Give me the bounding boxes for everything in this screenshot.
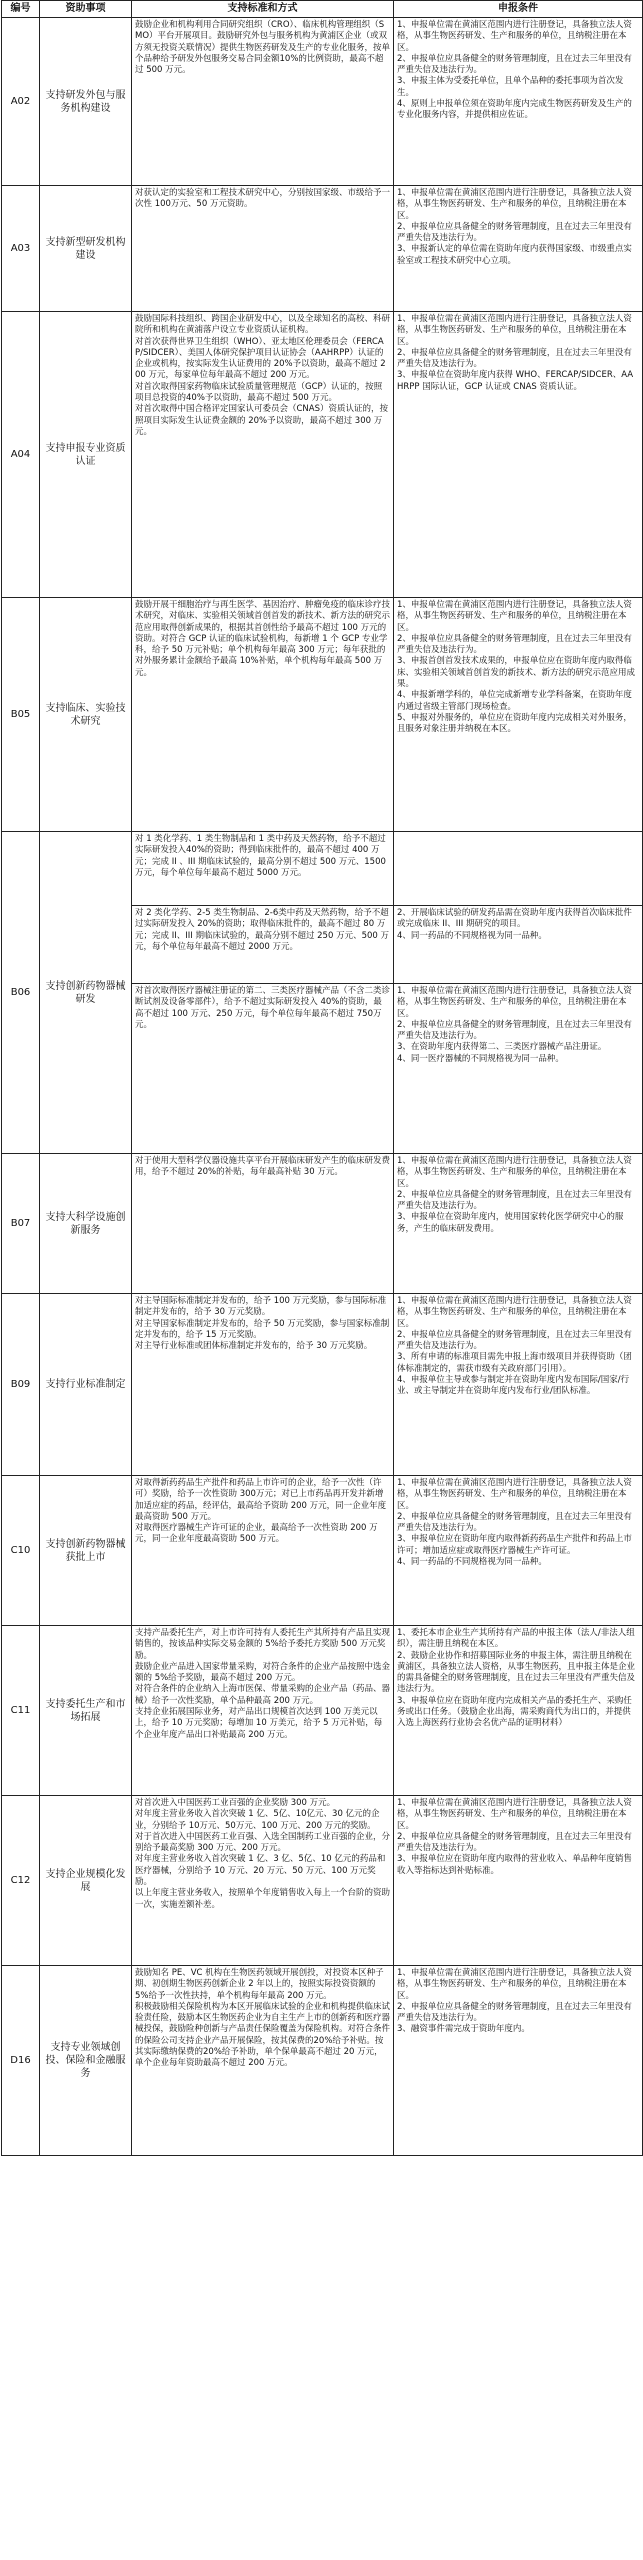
table-row [2, 1796, 643, 1966]
row-standard [132, 1796, 394, 1966]
row-conditions-line: 3、在资助年度内获得第二、三类医疗器械产品注册证。 [397, 1042, 607, 1053]
row-conditions-line: 2、申报单位应具备健全的财务管理制度，且在过去三年里没有严重失信及违法行为。 [397, 347, 632, 370]
row-conditions [394, 18, 643, 186]
row-conditions-line: 3、申报单位应在资助年度内取得的营业收入、单品种年度销售收入等指标达到补贴标准。 [397, 1854, 632, 1876]
row-conditions-line: 1、申报单位需在黄浦区范围内进行注册登记，具备独立法人资格，从事生物医药研发、生产和服务的单位，且纳税注册在本区。 [397, 20, 632, 53]
row-standard-line: 对于使用大型科学仪器设施共享平台开展临床研发产生的临床研发费用，给予不超过 20%的补贴，每年最高补贴 30 万元。 [135, 1156, 391, 1178]
row-standard [132, 598, 394, 832]
row-standard-line: 以上年度主营业务收入，按照单个年度销售收入每上一个台阶的资助一次，实施差额补差。 [135, 1888, 391, 1910]
row-standard-line: 鼓励企业和机构利用合同研究组织（CRO）、临床机构管理组织（SMO）平台开展项目。鼓励研究外包与服务机构为黄浦区企业（或双方须无投资关联情况）提供生物医药研发及生产的专业化服务，按单个品种给予研发外包服务交易合同金额10%的比例资助，最高不超过 500 万元。 [135, 20, 391, 76]
header-standard: 支持标准和方式 [132, 1, 394, 18]
row-item: 支持委托生产和市场拓展 [40, 1626, 132, 1796]
row-code: A02 [2, 18, 40, 186]
row-code: C11 [2, 1626, 40, 1796]
row-conditions-line: 3、融资事件需完成于资助年度内。 [397, 2024, 530, 2035]
row-standard [132, 312, 394, 598]
row-conditions-line: 2、申报单位应具备健全的财务管理制度，且在过去三年里没有严重失信及违法行为。 [397, 1329, 632, 1352]
row-conditions [394, 906, 643, 984]
row-conditions-line: 3、所有申请的标准项目需先申报上海市级项目并获得资助（团体标准制定的，需获市级有关政府部门引用）。 [397, 1352, 632, 1374]
row-conditions [394, 1154, 643, 1294]
table-row [2, 186, 643, 312]
row-standard-line: 对年度主营业务收入首次突破 1 亿、5亿、10亿元、30 亿元的企业，分别给予 10万元、50万元、100 万元、200 万元的奖励。 [135, 1809, 380, 1831]
row-conditions-line: 2、申报单位应具备健全的财务管理制度，且在过去三年里没有严重失信及违法行为。 [397, 53, 632, 76]
header-item: 资助事项 [40, 1, 132, 18]
row-conditions-line: 4、同一医疗器械的不同规格视为同一品种。 [397, 1053, 564, 1064]
row-conditions-line: 1、申报单位需在黄浦区范围内进行注册登记，具备独立法人资格，从事生物医药研发、生产和服务的单位，且纳税注册在本区。 [397, 600, 632, 633]
row-standard-line: 对于首次进入中国医药工业百强、入选全国制药工业百强的企业，分别给予最高奖励 300 万元、200 万元。 [135, 1831, 391, 1854]
row-code: C10 [2, 1476, 40, 1626]
row-code: A03 [2, 186, 40, 312]
row-code: B09 [2, 1294, 40, 1476]
row-standard [132, 1966, 394, 2156]
header-code: 编号 [2, 1, 40, 18]
funding-table [1, 0, 643, 2156]
table-row [2, 598, 643, 832]
row-standard [132, 984, 394, 1154]
row-conditions-line: 2、申报单位应具备健全的财务管理制度，且在过去三年里没有严重失信及违法行为。 [397, 1019, 632, 1042]
row-conditions [394, 1796, 643, 1966]
row-conditions-line: 3、申报单位在资助年度内获得 WHO、FERCAP/SIDCER、AAHRPP 国际认证，GCP 认证或 CNAS 资质认证。 [397, 370, 634, 392]
row-standard-line: 对取得新药药品生产批件和药品上市许可的企业，给予一次性（许可）奖励，给予一次性资助 300万元；对已上市药品再开发并新增加适应症的药品，经评估，最高给予资助 200 万元，同一企业年度最高资助 500 万元。 [135, 1478, 387, 1522]
row-conditions-line: 3、申报新认定的单位需在资助年度内获得国家级、市级重点实验室或工程技术研究中心立项。 [397, 244, 632, 266]
row-standard [132, 1154, 394, 1294]
row-standard-line: 对 1 类化学药、1 类生物制品和 1 类中药及天然药物，给予不超过实际研发投入40%的资助；得到临床批件的，最高不超过 400 万元；完成 II 、III 期临床试验的，最高分别不超过 500 万元、1500 万元，每个单位每年最高不超过 5000 万元。 [135, 834, 386, 878]
table-row [2, 1294, 643, 1476]
row-standard-line: 对主导国际标准制定并发布的，给予 100 万元奖励，参与国际标准制定并发布的，给予 30 万元奖励。 [135, 1296, 387, 1318]
row-code: B07 [2, 1154, 40, 1294]
row-code: C12 [2, 1796, 40, 1966]
row-standard-line: 对年度主营业务收入首次突破 1 亿、3 亿、5亿、10 亿元的药品和医疗器械，分别给予 10 万元、20 万元、50 万元、100 万元奖励。 [135, 1854, 386, 1888]
header-conditions: 申报条件 [394, 1, 643, 18]
table-row [2, 832, 643, 906]
row-standard-line: 对主导行业标准或团体标准制定并发布的，给予 30 万元奖励。 [135, 1341, 373, 1352]
row-conditions [394, 984, 643, 1154]
row-conditions [394, 186, 643, 312]
row-conditions-line: 1、申报单位需在黄浦区范围内进行注册登记，具备独立法人资格，从事生物医药研发、生产和服务的单位，且纳税注册在本区。 [397, 1798, 632, 1831]
row-standard [132, 1476, 394, 1626]
row-standard [132, 18, 394, 186]
table-row [2, 1154, 643, 1294]
row-item: 支持创新药物器械研发 [40, 832, 132, 1154]
row-standard-line: 支持产品委托生产，对上市许可持有人委托生产其所持有产品且实现销售的，按该品种实际交易金额的 5%给予委托方奖励 500 万元奖励。 [135, 1628, 391, 1661]
row-conditions-line: 2、鼓励企业协作和招募国际业务的申报主体，需注册且纳税在黄浦区，具备独立法人资格，从事生物医药，且申报主体是企业的需具备健全的财务管理制度，且在过去三年里没有严重失信及违法行为。 [397, 1650, 636, 1695]
row-code: B06 [2, 832, 40, 1154]
row-conditions-line: 3、申报单位在资助年度内，使用国家转化医学研究中心的服务，产生的临床研发费用。 [397, 1212, 624, 1234]
row-conditions [394, 312, 643, 598]
row-item: 支持专业领域创投、保险和金融服务 [40, 1966, 132, 2156]
row-standard-line: 对首次取得医疗器械注册证的第二、三类医疗器械产品（不含二类诊断试剂及设备零部件），给予不超过实际研发投入 40%的资助，最高不超过 100 万元、250 万元，每个单位每年最高不超过 750万元。 [135, 986, 391, 1030]
row-conditions-line: 3、申报首创首发技术成果的，申报单位应在资助年度内取得临床、实验相关领域首创首发的新技术、新方法的研究示范应用成果。 [397, 656, 636, 690]
row-standard [132, 1626, 394, 1796]
row-conditions-line: 4、申报单位主导或参与制定并在资助年度内发布国际/国家/行业、或主导制定并在资助年度内发布行业/团队标准。 [397, 1375, 630, 1397]
row-conditions-line: 2、申报单位应具备健全的财务管理制度，且在过去三年里没有严重失信及违法行为。 [397, 633, 632, 656]
row-conditions [394, 1294, 643, 1476]
row-standard-line: 对首次获得世界卫生组织（WHO）、亚太地区伦理委员会（FERCAP/SIDCER）、美国人体研究保护项目认证协会（AAHRPP）认证的企业或机构，按实际发生认证费用的 20%予以资助，最高不超过 200 万元，每家单位每年最高不超过 200 万元。 [135, 336, 386, 381]
row-conditions-line: 3、申报单位应在资助年度内取得新药药品生产批件和药品上市许可；增加适应症或取得医疗器械生产许可证。 [397, 1534, 632, 1556]
row-standard-line: 对 2 类化学药、2-5 类生物制品、2-6类中药及天然药物，给予不超过实际研发投入 20%的资助；取得临床批件的，最高不超过 80 万元；完成 II、III 期临床试验的，最高分别不超过 250 万元、500 万元，每个单位每年最高不超过 2000 万元。 [135, 908, 389, 952]
row-item: 支持临床、实验技术研究 [40, 598, 132, 832]
row-standard-line: 鼓励知名 PE、VC 机构在生物医药领域开展创投，对投资本区种子期、初创期生物医药创新企业 2 年以上的，按照实际投资资额的 5%给予一次性扶持，单个机构每年最高 200 万元。 [135, 1968, 384, 2001]
table-header-row [2, 1, 643, 18]
row-standard-line: 对首次取得中国合格评定国家认可委员会（CNAS）资质认证的，按照项目实际发生认证费金额的 20%予以资助，最高不超过 300 万元。 [135, 404, 389, 437]
row-standard [132, 1294, 394, 1476]
row-standard-line: 支持企业拓展国际业务，对产品出口规模首次达到 100 万美元以上，给予 10 万元奖励；每增加 10 万美元，给予 5 万元补贴，每个企业年度产品出口补贴最高 200 万元。 [135, 1707, 383, 1740]
row-conditions [394, 1966, 643, 2156]
row-conditions-line: 1、申报单位需在黄浦区范围内进行注册登记，具备独立法人资格，从事生物医药研发、生产和服务的单位，且纳税注册在本区。 [397, 1968, 632, 2001]
row-conditions-line: 2、开展临床试验的研发药品需在资助年度内获得首次临床批件或完成临床 II、III 期研究的项目。 [397, 908, 632, 930]
row-item: 支持企业规模化发展 [40, 1796, 132, 1966]
row-conditions-line: 2、申报单位应具备健全的财务管理制度，且在过去三年里没有严重失信及违法行为。 [397, 1511, 632, 1534]
row-standard-line: 鼓励国际科技组织、跨国企业研发中心，以及全球知名的高校、科研院所和机构在黄浦落户设立专业资质认证机构。 [135, 314, 391, 336]
row-standard [132, 832, 394, 906]
row-standard-line: 鼓励企业产品进入国家带量采购，对符合条件的企业产品按照中选金额的 5%给予奖励，最高不超过 200 万元。 [135, 1661, 391, 1684]
row-conditions-line: 4、申报新增学科的，单位完成新增专业学科备案，在资助年度内通过省级主管部门现场检查。 [397, 690, 632, 712]
row-code: D16 [2, 1966, 40, 2156]
row-conditions-line: 1、申报单位需在黄浦区范围内进行注册登记，具备独立法人资格，从事生物医药研发、生产和服务的单位，且纳税注册在本区。 [397, 314, 632, 347]
table-row [2, 1626, 643, 1796]
row-standard-line: 对主导国家标准制定并发布的，给予 50 万元奖励，参与国家标准制定并发布的，给予 15 万元奖励。 [135, 1318, 390, 1340]
row-conditions-line: 1、委托本市企业生产其所持有产品的申报主体（法人/非法人组织），需注册且纳税在本区。 [397, 1628, 635, 1650]
row-conditions [394, 1626, 643, 1796]
row-standard-line: 对获认定的实验室和工程技术研究中心，分别按国家级、市级给予一次性 100万元、50 万元资助。 [135, 188, 391, 210]
table-row [2, 1476, 643, 1626]
row-conditions-line: 4、原则上申报单位须在资助年度内完成生物医药研发及生产的专业化服务内容，并提供相应佐证。 [397, 99, 632, 121]
row-conditions-line: 2、申报单位应具备健全的财务管理制度，且在过去三年里没有严重失信及违法行为。 [397, 221, 632, 244]
row-conditions-line: 2、申报单位应具备健全的财务管理制度，且在过去三年里没有严重失信及违法行为。 [397, 1189, 632, 1212]
row-conditions-line: 1、申报单位需在黄浦区范围内进行注册登记，具备独立法人资格，从事生物医药研发、生产和服务的单位，且纳税注册在本区。 [397, 986, 632, 1019]
row-standard-line: 对符合条件的企业纳入上海市医保、带量采购的企业产品（药品、器械）给予一次性奖励，单个品种最高 200 万元。 [135, 1684, 391, 1706]
row-conditions-line: 1、申报单位需在黄浦区范围内进行注册登记，具备独立法人资格，从事生物医药研发、生产和服务的单位，且纳税注册在本区。 [397, 1156, 632, 1189]
row-standard-line: 对取得医疗器械生产许可证的企业，最高给予一次性资助 200 万元，同一企业年度最高资助 500 万元。 [135, 1523, 378, 1545]
row-item: 支持研发外包与服务机构建设 [40, 18, 132, 186]
row-conditions-line: 3、申报主体为受委托单位，且单个品种的委托事项为首次发生。 [397, 76, 624, 98]
table-row [2, 1966, 643, 2156]
row-standard-line: 对首次取得国家药物临床试验质量管理规范（GCP）认证的，按照项目总投资的40%予以资助，最高不超过 500 万元。 [135, 381, 383, 404]
row-standard [132, 186, 394, 312]
row-conditions-line: 1、申报单位需在黄浦区范围内进行注册登记，具备独立法人资格，从事生物医药研发、生产和服务的单位，且纳税注册在本区。 [397, 1478, 632, 1511]
table-row [2, 18, 643, 186]
row-standard-line: 对首次进入中国医药工业百强的企业奖励 300 万元。 [135, 1798, 336, 1808]
row-item: 支持大科学设施创新服务 [40, 1154, 132, 1294]
row-item: 支持新型研发机构建设 [40, 186, 132, 312]
row-conditions [394, 832, 643, 906]
row-conditions-line: 2、申报单位应具备健全的财务管理制度，且在过去三年里没有严重失信及违法行为。 [397, 1831, 632, 1854]
row-item: 支持创新药物器械获批上市 [40, 1476, 132, 1626]
row-code: A04 [2, 312, 40, 598]
row-conditions-line: 2、申报单位应具备健全的财务管理制度，且在过去三年里没有严重失信及违法行为。 [397, 2001, 632, 2024]
row-conditions-line: 4、同一药品的不同规格视为同一品种。 [397, 1557, 547, 1568]
row-code: B05 [2, 598, 40, 832]
row-standard-line: 鼓励开展干细胞治疗与再生医学、基因治疗、肿瘤免疫的临床诊疗技术研究，对临床、实验相关领域首创首发的新技术、新方法的研究示范应用取得创新成果的，根据其首创性给予最高不超过 100 万元的资助。对符合 GCP 认证的临床试验机构，每新增 1 个 GCP 专业学科，给予 50 万元补贴；单个机构每年最高 300 万元；每年获批的对外服务累计金额给予最高 10%补贴，单个机构每年最高 500 万元。 [135, 600, 391, 678]
row-conditions [394, 1476, 643, 1626]
row-item: 支持行业标准制定 [40, 1294, 132, 1476]
row-conditions-line: 4、同一药品的不同规格视为同一品种。 [397, 930, 547, 941]
row-conditions-line: 1、申报单位需在黄浦区范围内进行注册登记，具备独立法人资格，从事生物医药研发、生产和服务的单位，且纳税注册在本区。 [397, 188, 632, 221]
row-standard [132, 906, 394, 984]
table-row [2, 312, 643, 598]
row-item: 支持申报专业资质认证 [40, 312, 132, 598]
row-conditions-line: 5、申报对外服务的，单位应在资助年度内完成相关对外服务，且服务对象注册并纳税在本区。 [397, 712, 632, 735]
row-standard-line: 积极鼓励相关保险机构为本区开展临床试验的企业和机构提供临床试验责任险，鼓励本区生物医药企业为自主生产上市的创新药和医疗器械投保，鼓励险种创新与产品责任保险覆盖为保险机构。对符合条件的保险公司支持企业产品开展保险，按其保费的20%给予补贴。按其实际缴纳保费的20%给予补助，单个保单最高不超过 20 万元，单个企业每年资助最高不超过 200 万元。 [135, 2001, 391, 2069]
row-conditions [394, 598, 643, 832]
row-conditions-line: 3、申报单位应在资助年度内完成相关产品的委托生产、采购任务或出口任务。（鼓励企业出海，需采购商代为出口的，并提供入选上海医药行业协会名优产品的证明材料） [397, 1695, 632, 1729]
row-conditions-line: 1、申报单位需在黄浦区范围内进行注册登记，具备独立法人资格，从事生物医药研发、生产和服务的单位，且纳税注册在本区。 [397, 1296, 632, 1329]
